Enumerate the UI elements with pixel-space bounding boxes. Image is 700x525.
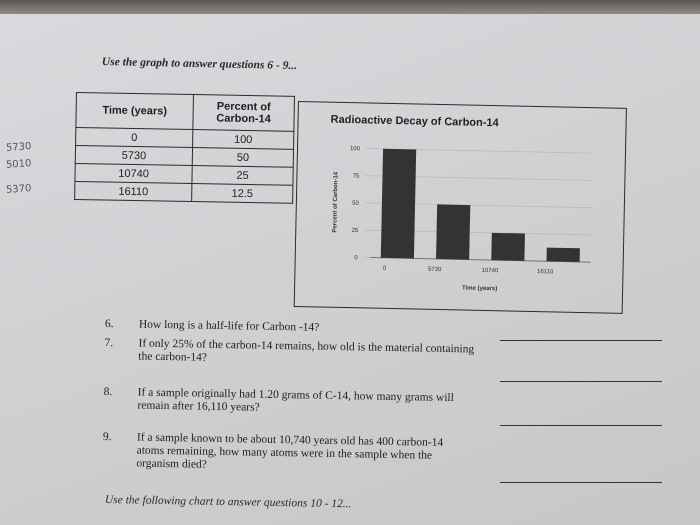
x-axis-title: Time (years) [461, 285, 498, 293]
cell-percent: 50 [192, 148, 293, 168]
y-tick-label: 0 [354, 255, 358, 262]
y-tick-label: 50 [352, 200, 359, 207]
handwritten-note: 5010 [5, 158, 32, 171]
table-header-row [76, 93, 295, 132]
cell-percent: 25 [192, 166, 293, 186]
chart-title: Radioactive Decay of Carbon-14 [330, 113, 499, 130]
cell-percent: 100 [193, 130, 294, 150]
handwritten-notes [6, 140, 31, 197]
y-tick-label: 75 [352, 173, 360, 180]
instructions-bottom: Use the following chart to answer questions 10 - 12... [104, 494, 352, 511]
question-7 [104, 336, 495, 364]
handwritten-note: 5370 [5, 183, 32, 196]
half-life-table [74, 92, 295, 204]
bar [381, 149, 416, 259]
question-8 [103, 385, 494, 414]
question-text: How long is a half-life for Carbon -14? [138, 318, 320, 334]
bar [491, 233, 525, 261]
x-tick-label: 10740 [481, 267, 499, 275]
answer-line-9[interactable] [500, 482, 662, 483]
handwritten-note: 5730 [5, 141, 32, 154]
instructions-top: Use the graph to answer questions 6 - 9... [101, 56, 298, 73]
question-text: If a sample known to be about 10,740 years old has 400 carbon-14 atoms remaining, how many atoms were in the sample when the organism died? [136, 431, 444, 471]
table-row [75, 181, 293, 203]
cell-time: 16110 [75, 181, 192, 201]
question-text: If only 25% of the carbon-14 remains, how old is the material containing the carbon-14? [138, 337, 475, 364]
header-time: Time (years) [76, 93, 194, 130]
question-number: 8. [103, 385, 113, 399]
y-tick-label: 25 [351, 227, 359, 235]
cell-time: 0 [76, 128, 193, 148]
answer-line-6[interactable] [500, 340, 662, 341]
answer-line-7[interactable] [500, 381, 662, 382]
y-axis-title: Percent of Carbon-14 [332, 171, 340, 233]
question-text: If a sample originally had 1.20 grams of C-14, how many grams will remain after 16,110 years? [137, 386, 454, 414]
answer-line-8[interactable] [500, 425, 662, 426]
decay-chart [294, 101, 627, 314]
question-number: 9. [102, 430, 112, 444]
bar [546, 248, 579, 262]
x-tick-label: 0 [382, 265, 387, 272]
x-tick-label: 5730 [427, 266, 442, 274]
header-percent: Percent of Carbon-14 [193, 95, 295, 132]
question-9 [102, 430, 493, 471]
background-edge [0, 0, 700, 14]
bar [436, 204, 470, 259]
chart-canvas [295, 102, 626, 313]
question-6 [104, 318, 495, 334]
question-number: 7. [104, 336, 114, 350]
x-tick-label: 16110 [536, 269, 554, 276]
question-number: 6. [104, 318, 114, 331]
y-tick-label: 100 [349, 146, 361, 153]
cell-time: 5730 [75, 146, 192, 166]
cell-time: 10740 [75, 163, 192, 183]
cell-percent: 12.5 [192, 184, 293, 204]
